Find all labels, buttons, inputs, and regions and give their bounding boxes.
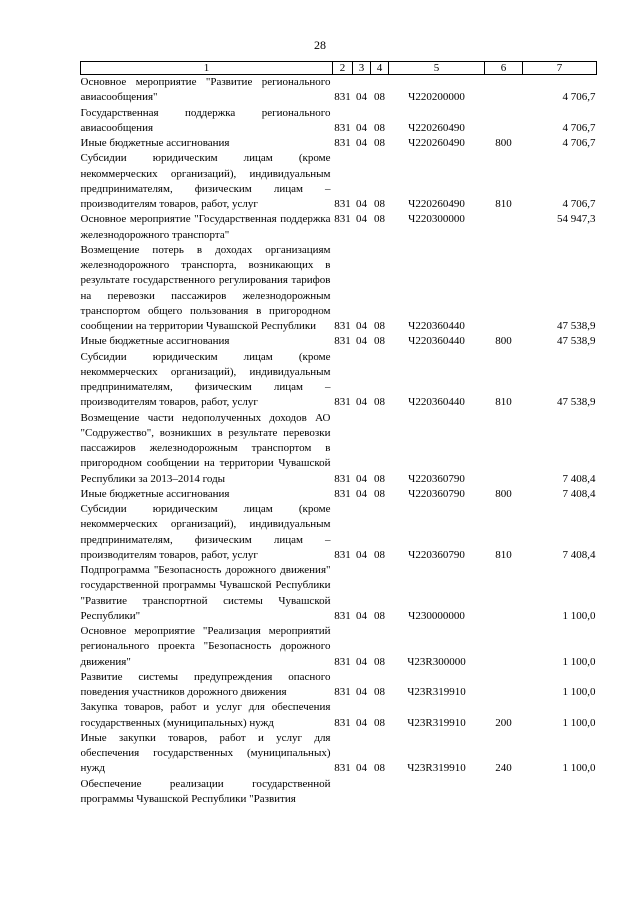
row-rz-code: 04 — [356, 396, 367, 409]
row-rz-code: 04 — [356, 716, 367, 729]
row-name: Развитие системы предупреждения опасного поведения участников дорожного движения — [80, 670, 331, 698]
row-name: Субсидии юридическим лицам (кроме некоммерческих организаций), индивидуальным предпринимателям, физическим лицам – производителям товаров, работ, услуг — [80, 503, 331, 561]
row-sum: 1 100,0 — [562, 762, 596, 775]
row-name: Субсидии юридическим лицам (кроме некоммерческих организаций), индивидуальным предпринимателям, физическим лицам – производителям товаров, работ, услуг — [80, 152, 331, 210]
table-row — [81, 731, 597, 777]
header-col-6: 6 — [485, 62, 523, 75]
row-name: Возмещение части недополученных доходов АО "Содружество", возникших в результате перевозки пассажиров железнодорожным транспортом в пригородном сообщении на территории Чувашской Республики за 2013–2014 годы — [80, 411, 331, 485]
row-name: Иные бюджетные ассигнования — [80, 335, 230, 348]
table-row — [81, 212, 597, 243]
row-sum — [523, 777, 597, 808]
table-row — [81, 75, 597, 106]
row-gr-code: 831 — [334, 686, 351, 698]
row-vr-code: 240 — [495, 762, 512, 775]
row-gr-code: 831 — [334, 137, 351, 149]
table-row — [81, 411, 597, 487]
row-gr-code: 831 — [334, 320, 351, 332]
row-sum: 47 538,9 — [557, 396, 596, 409]
row-gr-code: 831 — [334, 472, 351, 485]
header-row — [81, 62, 597, 75]
row-pr-code: 08 — [374, 121, 385, 134]
row-gr-code: 831 — [334, 335, 351, 348]
row-vr-code — [485, 212, 523, 243]
row-vr-code — [485, 411, 523, 487]
row-csr-code: Ч23R319910 — [407, 686, 466, 698]
row-vr-code — [485, 777, 523, 808]
row-pr-code: 08 — [374, 213, 385, 226]
row-rz-code: 04 — [356, 548, 367, 561]
row-name: Иные бюджетные ассигнования — [80, 137, 230, 149]
row-gr-code: 831 — [334, 396, 351, 409]
row-name: Основное мероприятие "Реализация мероприятий регионального проекта "Безопасность дорожного движения" — [80, 625, 331, 668]
row-pr-code: 08 — [374, 320, 385, 332]
row-name: Закупка товаров, работ и услуг для обеспечения государственных (муниципальных) нужд — [80, 701, 331, 729]
row-csr-code: Ч230000000 — [408, 609, 465, 622]
row-sum: 47 538,9 — [557, 320, 596, 332]
row-csr-code: Ч220360440 — [408, 320, 465, 332]
row-name: Субсидии юридическим лицам (кроме некоммерческих организаций), индивидуальным предпринимателям, физическим лицам – производителям товаров, работ, услуг — [80, 350, 331, 409]
row-pr-code: 08 — [374, 548, 385, 561]
row-csr-code: Ч220260490 — [408, 137, 465, 149]
row-name: Основное мероприятие "Развитие регионального авиасообщения" — [80, 76, 331, 104]
row-sum: 1 100,0 — [562, 655, 596, 668]
row-rz-code — [353, 777, 371, 808]
header-col-1: 1 — [81, 62, 333, 75]
row-pr-code: 08 — [374, 716, 385, 729]
row-csr-code: Ч220360440 — [408, 396, 465, 409]
row-vr-code: 200 — [495, 716, 512, 729]
row-csr-code: Ч23R319910 — [407, 716, 466, 729]
row-vr-code — [485, 624, 523, 670]
row-csr-code — [389, 777, 485, 808]
row-gr-code: 831 — [334, 213, 351, 226]
row-gr-code: 831 — [334, 121, 351, 134]
page-number: 28 — [314, 38, 326, 52]
row-rz-code: 04 — [356, 609, 367, 622]
row-vr-code — [485, 243, 523, 335]
table-body — [81, 75, 597, 808]
row-pr-code: 08 — [374, 609, 385, 622]
table-row — [81, 136, 597, 151]
row-pr-code: 08 — [374, 396, 385, 409]
row-csr-code: Ч220360790 — [408, 487, 465, 500]
row-pr-code: 08 — [374, 487, 385, 500]
table-row — [81, 151, 597, 212]
row-sum: 4 706,7 — [562, 137, 596, 149]
row-name: Государственная поддержка регионального авиасообщения — [80, 106, 331, 134]
table-row — [81, 243, 597, 335]
row-pr-code: 08 — [374, 655, 385, 668]
row-rz-code: 04 — [356, 335, 367, 348]
row-sum: 7 408,4 — [562, 472, 596, 485]
row-vr-code: 800 — [495, 335, 512, 348]
table-row — [81, 700, 597, 731]
row-sum: 47 538,9 — [557, 335, 596, 348]
row-name: Возмещение потерь в доходах организациям железнодорожного транспорта, возникающих в результате государственного регулирования тарифов на перевозки пассажиров железнодорожным транспортом общего пользования в пригородном сообщении на территории Чувашской Республики — [80, 243, 331, 332]
row-name: Подпрограмма "Безопасность дорожного движения" государственной программы Чувашской Республики "Развитие транспортной системы Чувашской Республики" — [80, 564, 331, 622]
row-name: Иные закупки товаров, работ и услуг для обеспечения государственных (муниципальных) нужд — [80, 731, 331, 775]
row-pr-code: 08 — [374, 686, 385, 698]
row-sum: 1 100,0 — [562, 609, 596, 622]
row-gr-code: 831 — [334, 609, 351, 622]
row-sum: 4 706,7 — [562, 91, 596, 104]
row-gr-code: 831 — [334, 762, 351, 775]
row-csr-code: Ч23R319910 — [407, 762, 466, 775]
row-gr-code — [333, 777, 353, 808]
row-vr-code — [485, 670, 523, 701]
table-row — [81, 106, 597, 137]
row-sum: 1 100,0 — [562, 716, 596, 729]
row-pr-code: 08 — [374, 762, 385, 775]
table-row — [81, 502, 597, 563]
row-vr-code — [485, 106, 523, 137]
table-row — [81, 334, 597, 349]
row-pr-code: 08 — [374, 91, 385, 104]
row-gr-code: 831 — [334, 655, 351, 668]
row-sum: 7 408,4 — [562, 487, 596, 500]
row-rz-code: 04 — [356, 198, 367, 210]
row-vr-code: 810 — [495, 548, 512, 561]
row-gr-code: 831 — [334, 548, 351, 561]
header-col-2: 2 — [333, 62, 353, 75]
header-col-3: 3 — [353, 62, 371, 75]
row-rz-code: 04 — [356, 137, 367, 149]
row-name: Иные бюджетные ассигнования — [80, 487, 230, 500]
table-row — [81, 624, 597, 670]
row-gr-code: 831 — [334, 716, 351, 729]
row-sum: 54 947,3 — [557, 213, 596, 226]
table-row — [81, 777, 597, 808]
table-row — [81, 563, 597, 624]
row-sum: 4 706,7 — [562, 198, 596, 210]
row-gr-code: 831 — [334, 198, 351, 210]
row-csr-code: Ч220200000 — [408, 91, 465, 104]
row-name: Обеспечение реализации государственной программы Чувашской Республики "Развития — [80, 777, 331, 805]
row-sum: 7 408,4 — [562, 548, 596, 561]
row-csr-code: Ч220260490 — [408, 198, 465, 210]
row-rz-code: 04 — [356, 762, 367, 775]
row-rz-code: 04 — [356, 320, 367, 332]
row-csr-code: Ч23R300000 — [407, 655, 466, 668]
header-col-5: 5 — [389, 62, 485, 75]
row-rz-code: 04 — [356, 121, 367, 134]
row-vr-code — [485, 75, 523, 106]
row-rz-code: 04 — [356, 213, 367, 226]
row-rz-code: 04 — [356, 655, 367, 668]
row-sum: 1 100,0 — [562, 686, 596, 698]
row-gr-code: 831 — [334, 91, 351, 104]
row-rz-code: 04 — [356, 91, 367, 104]
table-row — [81, 487, 597, 502]
row-rz-code: 04 — [356, 686, 367, 698]
row-csr-code: Ч220360790 — [408, 548, 465, 561]
header-col-4: 4 — [371, 62, 389, 75]
row-vr-code: 800 — [495, 137, 512, 149]
table-row — [81, 350, 597, 411]
table-row — [81, 670, 597, 701]
row-pr-code: 08 — [374, 335, 385, 348]
row-vr-code: 810 — [495, 198, 512, 210]
row-csr-code: Ч220360440 — [408, 335, 465, 348]
row-gr-code: 831 — [334, 487, 351, 500]
row-sum: 4 706,7 — [562, 121, 596, 134]
row-name: Основное мероприятие "Государственная поддержка железнодорожного транспорта" — [80, 213, 331, 241]
header-col-7: 7 — [523, 62, 597, 75]
row-csr-code: Ч220300000 — [408, 213, 465, 226]
row-vr-code: 800 — [495, 487, 512, 500]
budget-table — [80, 61, 597, 807]
row-vr-code — [485, 563, 523, 624]
row-csr-code: Ч220360790 — [408, 472, 465, 485]
row-rz-code: 04 — [356, 487, 367, 500]
row-csr-code: Ч220260490 — [408, 121, 465, 134]
row-vr-code: 810 — [495, 396, 512, 409]
row-pr-code: 08 — [374, 198, 385, 210]
row-pr-code: 08 — [374, 137, 385, 149]
row-pr-code — [371, 777, 389, 808]
row-pr-code: 08 — [374, 472, 385, 485]
row-rz-code: 04 — [356, 472, 367, 485]
